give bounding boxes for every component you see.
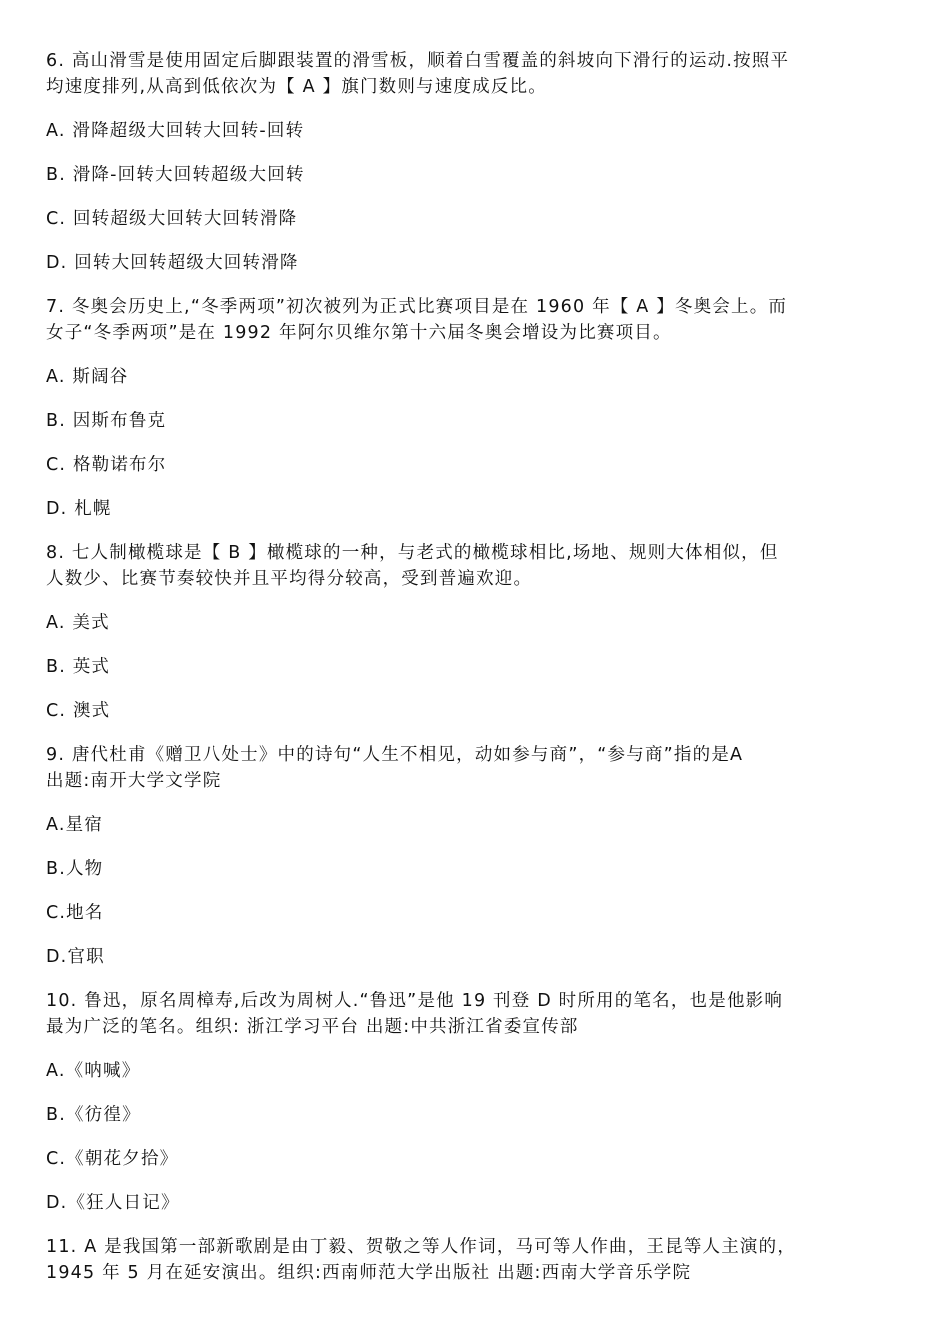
q10-option-c: C.《朝花夕拾》 (46, 1149, 179, 1169)
q7-option-a: A. 斯阔谷 (46, 367, 129, 387)
q11-text-line-2: 1945 年 5 月在延安演出。组织:西南师范大学出版社 出题:西南大学音乐学院 (46, 1263, 692, 1283)
q7-option-c: C. 格勒诺布尔 (46, 455, 167, 475)
q10-text-line-2: 最为广泛的笔名。组织: 浙江学习平台 出题:中共浙江省委宣传部 (46, 1017, 579, 1037)
q6-option-b: B. 滑降-回转大回转超级大回转 (46, 165, 305, 185)
q8-text-line-1: 8. 七人制橄榄球是【 B 】橄榄球的一种，与老式的橄榄球相比,场地、规则大体相似，但 (46, 543, 779, 563)
q11-text-line-1: 11. A 是我国第一部新歌剧是由丁毅、贺敬之等人作词，马可等人作曲，王昆等人主演的， (46, 1237, 797, 1257)
q9-option-d: D.官职 (46, 947, 105, 967)
q8-option-c: C. 澳式 (46, 701, 111, 721)
q10-text-line-1: 10. 鲁迅，原名周樟寿,后改为周树人.“鲁迅”是他 19 刊登 D 时所用的笔名，也是他影响 (46, 991, 784, 1011)
q7-option-b: B. 因斯布鲁克 (46, 411, 167, 431)
q7-text-line-2: 女子“冬季两项”是在 1992 年阿尔贝维尔第十六届冬奥会增设为比赛项目。 (46, 323, 672, 343)
q7-option-d: D. 札幌 (46, 499, 112, 519)
q8-option-b: B. 英式 (46, 657, 111, 677)
q8-option-a: A. 美式 (46, 613, 110, 633)
q8-text-line-2: 人数少、比赛节奏较快并且平均得分较高，受到普遍欢迎。 (46, 569, 533, 589)
q9-option-c: C.地名 (46, 903, 104, 923)
q10-option-d: D.《狂人日记》 (46, 1193, 180, 1213)
q6-option-c: C. 回转超级大回转大回转滑降 (46, 209, 298, 229)
q9-option-a: A.星宿 (46, 815, 104, 835)
q6-option-a: A. 滑降超级大回转大回转-回转 (46, 121, 305, 141)
q9-option-b: B.人物 (46, 859, 104, 879)
q6-option-d: D. 回转大回转超级大回转滑降 (46, 253, 299, 273)
q10-option-b: B.《彷徨》 (46, 1105, 141, 1125)
q7-text-line-1: 7. 冬奥会历史上,“冬季两项”初次被列为正式比赛项目是在 1960 年【 A 】冬奥会上。而 (46, 297, 788, 317)
q9-text-line-2: 出题:南开大学文学院 (46, 771, 222, 791)
q9-text-line-1: 9. 唐代杜甫《赠卫八处士》中的诗句“人生不相见，动如参与商”，“参与商”指的是A (46, 745, 744, 765)
q6-text-line-2: 均速度排列,从高到低依次为【 A 】旗门数则与速度成反比。 (46, 77, 547, 97)
q6-text-line-1: 6. 高山滑雪是使用固定后脚跟装置的滑雪板，顺着白雪覆盖的斜坡向下滑行的运动.按照平 (46, 51, 790, 71)
q10-option-a: A.《呐喊》 (46, 1061, 141, 1081)
